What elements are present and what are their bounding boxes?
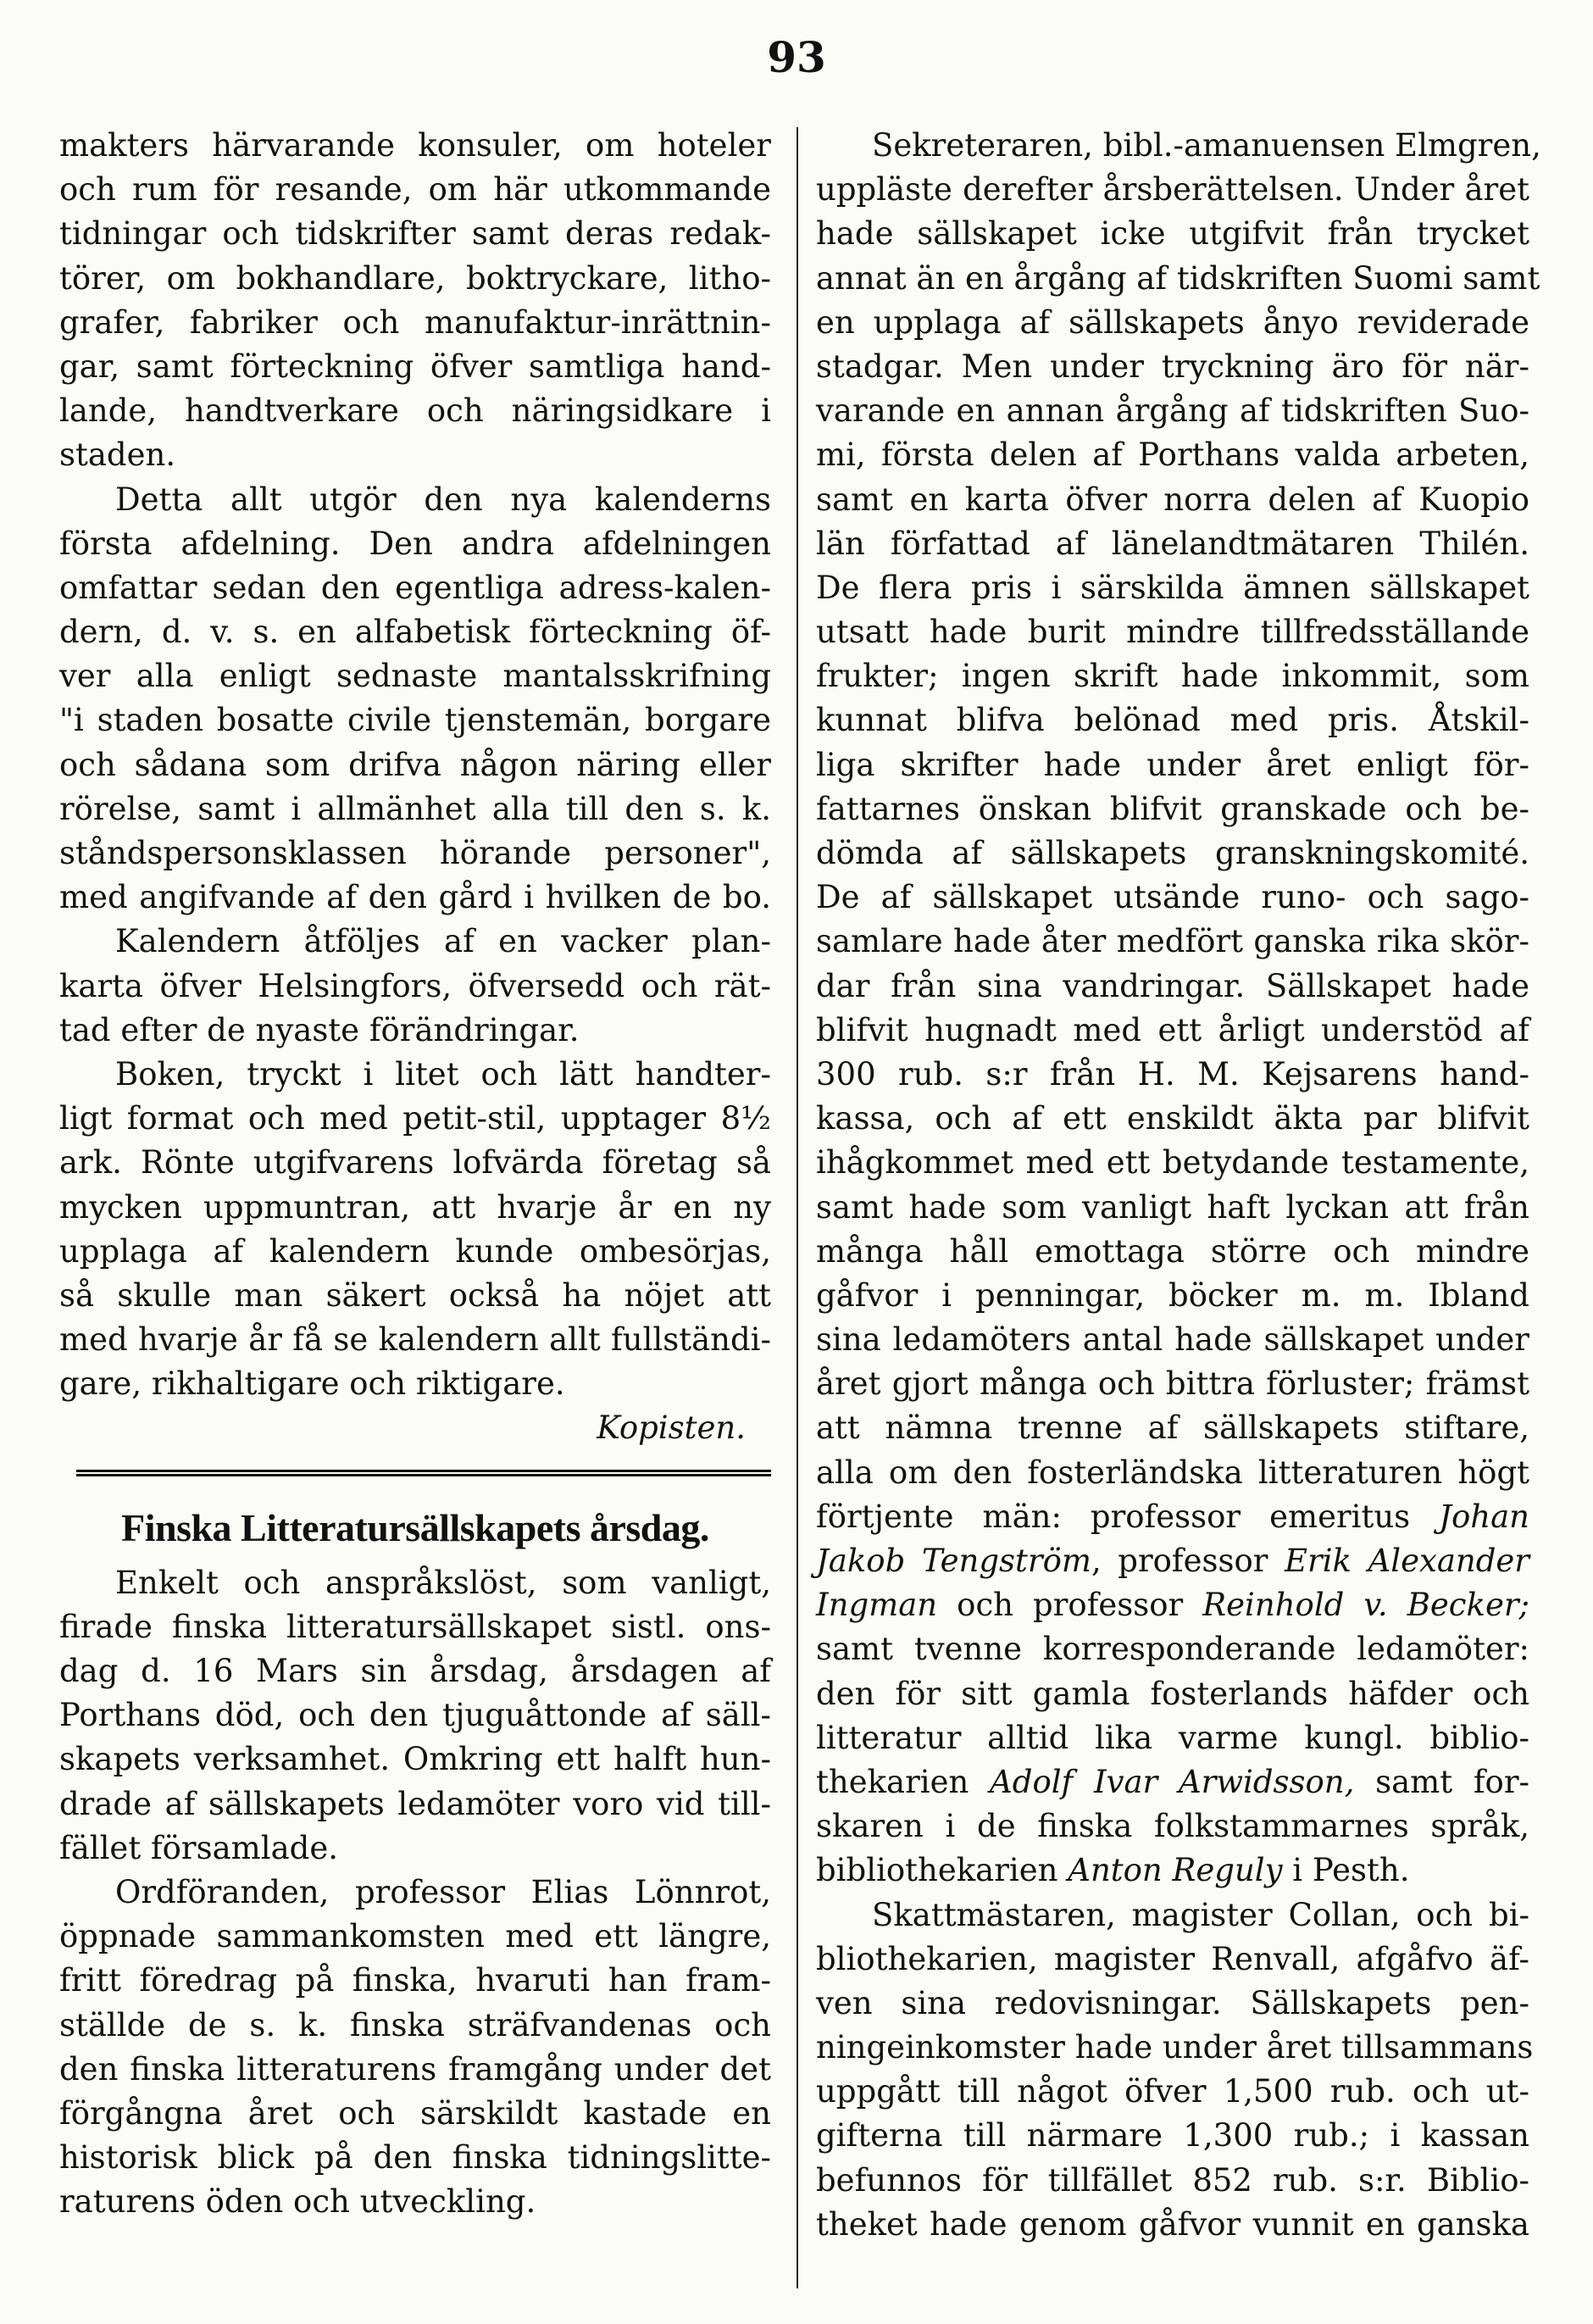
person-name: Johan <box>1439 1498 1529 1535</box>
text-line: Sekreteraren, bibl.-amanuensen Elmgren, <box>872 127 1541 164</box>
text-line: Detta allt utgör den nya kalenderns <box>115 481 771 518</box>
person-name: Reinhold v. Becker; <box>1202 1587 1529 1624</box>
text-line: utsatt hade burit mindre tillfredsställande <box>816 614 1529 651</box>
text-line: drade af sällskapets ledamöter voro vid till- <box>59 1785 771 1822</box>
text-line: tad efter de nyaste förändringar. <box>59 1011 580 1048</box>
text-line: ligt format och med petit-stil, upptager 8½ <box>59 1100 771 1137</box>
text-line <box>816 1539 1529 1583</box>
text-line: litteratur alltid lika varme kungl. biblio- <box>816 1719 1529 1756</box>
text-line: Kalendern åtföljes af en vacker plan- <box>115 923 771 960</box>
text-line: dag d. 16 Mars sin årsdag, årsdagen af <box>59 1653 771 1689</box>
text-line: fattarnes önskan blifvit granskade och be- <box>816 790 1529 827</box>
text-line: Porthans död, och den tjuguåttonde af säll- <box>59 1697 771 1734</box>
text-line: makters härvarande konsuler, om hoteler <box>59 127 771 164</box>
text-line: sina ledamöters antal hade sällskapet under <box>816 1321 1529 1359</box>
text-line: omfattar sedan den egentliga adress-kalen- <box>59 569 771 606</box>
text-fragment: och professor <box>957 1587 1184 1624</box>
paragraph <box>59 1053 771 1407</box>
text-line: Enkelt och anspråkslöst, som vanligt, <box>115 1564 771 1601</box>
column-divider <box>796 127 798 2288</box>
text-fragment: bibliothekarien <box>816 1852 1058 1889</box>
text-line: gar, samt förteckning öfver samtliga hand- <box>59 347 771 385</box>
person-name: Erik Alexander <box>1285 1543 1529 1579</box>
text-fragment: förtjente män: professor emeritus <box>816 1498 1411 1535</box>
text-line: Skattmästaren, magister Collan, och bi- <box>872 1896 1529 1933</box>
text-line: theket hade genom gåfvor vunnit en ganska <box>816 2205 1529 2243</box>
text-line: med angifvande af den gård i hvilken de bo. <box>59 879 771 916</box>
person-name: Ingman <box>816 1587 938 1624</box>
text-line: ark. Rönte utgifvarens lofvärda företag så <box>59 1144 771 1181</box>
text-line: första afdelning. Den andra afdelningen <box>59 525 771 562</box>
text-line: och sådana som drifva någon näring eller <box>59 746 771 783</box>
text-line: firade finska litteratursällskapet sistl. ons- <box>59 1608 771 1645</box>
text-line: ihågkommet med ett betydande testamente, <box>816 1144 1529 1181</box>
paragraph <box>59 1561 771 1871</box>
text-line: grafer, fabriker och manufaktur-inrättnin- <box>59 303 771 341</box>
text-line: ställde de s. k. finska sträfvandenas och <box>59 2006 771 2043</box>
paragraph <box>59 920 771 1053</box>
section-heading: Finska Litteratursällskapets årsdag. <box>121 1505 709 1549</box>
text-fragment: thekarien <box>816 1763 969 1800</box>
text-line: Boken, tryckt i litet och lätt handter- <box>115 1055 771 1093</box>
text-fragment: , professor <box>1091 1543 1268 1579</box>
text-line: alla om den fosterländska litteraturen högt <box>816 1454 1529 1491</box>
text-line: Ordföranden, professor Elias Lönnrot, <box>115 1873 771 1910</box>
text-line: frukter; ingen skrift hade inkommit, som <box>816 658 1529 695</box>
text-line: dar från sina vandringar. Sällskapet hade <box>816 967 1529 1004</box>
right-column <box>816 124 1541 2247</box>
text-line: 300 rub. s:r från H. M. Kejsarens hand- <box>816 1055 1529 1093</box>
text-fragment: i Pesth. <box>1292 1852 1410 1889</box>
text-line: liga skrifter hade under året enligt för- <box>816 746 1529 783</box>
text-line: gare, rikhaltigare och riktigare. <box>59 1365 565 1403</box>
text-line: året gjort många och bittra förluster; främst <box>816 1365 1529 1403</box>
paragraph <box>816 1893 1534 2248</box>
text-line: mycken uppmuntran, att hvarje år en ny <box>59 1188 771 1226</box>
text-line: upplaga af kalendern kunde ombesörjas, <box>59 1232 771 1270</box>
text-line: med hvarje år få se kalendern allt fullständi- <box>59 1321 771 1359</box>
paragraph <box>59 1871 771 2225</box>
text-line: varande en annan årgång af tidskriften Suo- <box>816 392 1529 430</box>
text-line: törer, om bokhandlare, boktryckare, litho- <box>59 259 771 297</box>
text-line: att nämna trenne af sällskapets stiftare, <box>816 1409 1529 1447</box>
text-line: skapets verksamhet. Omkring ett halft hun- <box>59 1741 771 1778</box>
text-line: ver alla enligt sednaste mantalsskrifning <box>59 658 771 695</box>
text-line: län författad af länelandtmätaren Thilén. <box>816 525 1529 562</box>
text-line: dern, d. v. s. en alfabetisk förteckning öf- <box>59 614 771 651</box>
text-line: historisk blick på den finska tidningslitte- <box>59 2139 771 2177</box>
text-line: staden. <box>59 436 176 474</box>
text-line: blifvit hugnadt med ett årligt understöd af <box>816 1011 1529 1048</box>
text-line: samt hade som vanligt haft lyckan att från <box>816 1188 1529 1226</box>
page-number: 93 <box>767 32 826 82</box>
text-line: stadgar. Men under tryckning äro för när- <box>816 347 1529 385</box>
text-line: "i staden bosatte civile tjenstemän, borgare <box>59 702 771 739</box>
text-line: ningeinkomster hade under året tillsammans <box>816 2029 1534 2066</box>
text-line: tidningar och tidskrifter samt deras redak- <box>59 215 771 253</box>
text-line: så skulle man säkert också ha nöjet att <box>59 1276 771 1314</box>
text-line: gåfvor i penningar, böcker m. m. Ibland <box>816 1276 1529 1314</box>
text-line <box>816 1849 1529 1893</box>
text-line: den finska litteraturens framgång under det <box>59 2050 771 2088</box>
text-line <box>816 1760 1529 1804</box>
text-line: skaren i de finska folkstammarnes språk, <box>816 1808 1529 1845</box>
paragraph <box>816 124 1541 1893</box>
text-line: den för sitt gamla fosterlands häfder och <box>816 1675 1529 1712</box>
text-line: ven sina redovisningar. Sällskapets pen- <box>816 1984 1529 2021</box>
text-line: många håll emottaga större och mindre <box>816 1232 1529 1270</box>
text-line: lande, handtverkare och näringsidkare i <box>59 392 771 430</box>
text-line <box>816 1495 1529 1539</box>
text-line: fället församlade. <box>59 1829 338 1866</box>
text-line: uppläste derefter årsberättelsen. Under året <box>816 171 1529 208</box>
text-line: karta öfver Helsingfors, öfversedd och rät- <box>59 967 771 1004</box>
text-line: annat än en årgång af tidskriften Suomi samt <box>816 259 1540 297</box>
section-rule <box>76 1470 771 1476</box>
text-line: befunnos för tillfället 852 rub. s:r. Biblio- <box>816 2161 1529 2199</box>
text-line: rörelse, samt i allmänhet alla till den s. k. <box>59 790 771 827</box>
person-name: Jakob Tengström <box>816 1543 1091 1579</box>
signature: Kopisten. <box>597 1409 746 1447</box>
left-column <box>59 124 771 2224</box>
text-line: fritt föredrag på finska, hvaruti han fram- <box>59 1962 771 1999</box>
text-line: mi, första delen af Porthans valda arbeten, <box>816 436 1529 474</box>
paragraph <box>59 124 771 478</box>
text-line: De af sällskapet utsände runo- och sago- <box>816 879 1529 916</box>
text-line: kunnat blifva belönad med pris. Åtskil- <box>816 702 1529 739</box>
text-line: en upplaga af sällskapets ånyo reviderade <box>816 303 1529 341</box>
text-line: öppnade sammankomsten med ett längre, <box>59 1918 771 1955</box>
text-line: ståndspersonsklassen hörande personer", <box>59 835 771 871</box>
text-line <box>816 1583 1529 1627</box>
text-fragment: samt for- <box>1375 1763 1530 1800</box>
person-name: Adolf Ivar Arwidsson, <box>990 1763 1355 1800</box>
text-line: samt tvenne korresponderande ledamöter: <box>816 1631 1529 1668</box>
text-line: kassa, och af ett enskildt äkta par blifvit <box>816 1100 1529 1137</box>
text-line: bliothekarien, magister Renvall, afgåfvo äf- <box>816 1940 1529 1977</box>
text-line: hade sällskapet icke utgifvit från trycket <box>816 215 1529 253</box>
text-line: raturens öden och utveckling. <box>59 2183 536 2221</box>
text-line: samt en karta öfver norra delen af Kuopio <box>816 481 1529 518</box>
text-line: uppgått till något öfver 1,500 rub. och ut- <box>816 2073 1529 2110</box>
text-line: samlare hade åter medfört ganska rika skör- <box>816 923 1529 960</box>
paragraph <box>59 478 771 920</box>
text-line: De flera pris i särskilda ämnen sällskapet <box>816 569 1529 606</box>
text-line: dömda af sällskapets granskningskomité. <box>816 835 1529 871</box>
person-name: Anton Reguly <box>1068 1852 1283 1889</box>
text-line: gifterna till närmare 1,300 rub.; i kassan <box>816 2117 1529 2154</box>
text-line: och rum för resande, om här utkommande <box>59 171 771 208</box>
text-line: förgångna året och särskildt kastade en <box>59 2094 771 2132</box>
